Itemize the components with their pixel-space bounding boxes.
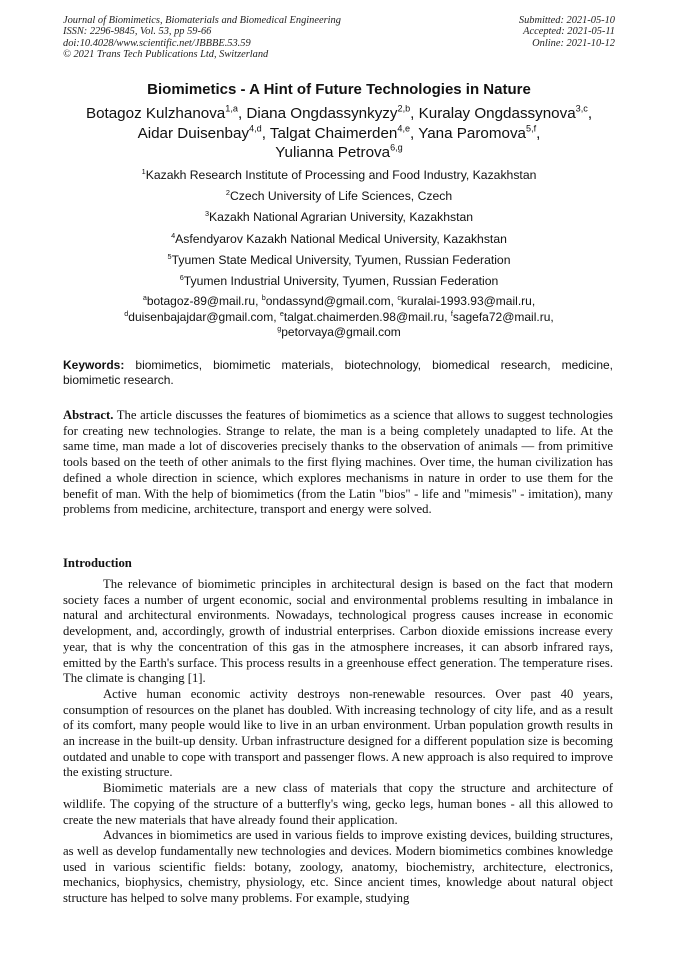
- copyright: © 2021 Trans Tech Publications Ltd, Switzerland: [63, 49, 269, 61]
- introduction-body: [63, 577, 613, 907]
- online-date: Online: 2021-10-12: [532, 37, 615, 49]
- abstract-text: The article discusses the features of biomimetics as a science that allows to suggest technologies for creating new technologies. Strange to relate, the man is a being completely unadapted to life. At the same time, man made a lot of discoveries precisely thanks to the observation of animals — from primitive tools based on the teeth of other animals to the first flying machines. Over time, the human civilization has defined a whole direction in science, which explores mechanisms in nature in order to use them for the benefit of man. With the help of biomimetics (from the Latin "bios" - life and "mimesis" - imitation), many problems from medicine, architecture, transport and energy were solved.: [63, 408, 613, 517]
- affiliation: $^3$Kazakh National Agrarian University, Kazakhstan: [204, 208, 474, 224]
- author: Talgat Chaimerden$^{4,e}$,: [269, 123, 419, 142]
- affiliation: $^6$Tyumen Industrial University, Tyumen, Russian Federation: [179, 272, 499, 288]
- doi-link[interactable]: doi:10.4028/www.scientific.net/JBBBE.53.59: [63, 37, 251, 49]
- abstract-label: Abstract.: [63, 408, 114, 422]
- email-list: [40, 294, 638, 341]
- affiliation: $^2$Czech University of Life Sciences, Czech: [225, 187, 453, 203]
- author: Aidar Duisenbay$^{4,d}$,: [137, 123, 270, 142]
- author: Yana Paromova$^{5,f}$,: [418, 123, 541, 142]
- issn: ISSN: 2296-9845, Vol. 53, pp 59-66: [63, 26, 212, 38]
- email-link[interactable]: $^a$botagoz-89@mail.ru,: [142, 292, 262, 308]
- paper-title: Biomimetics - A Hint of Future Technologies in Nature: [147, 81, 531, 98]
- paragraph: Biomimetic materials are a new class of materials that copy the structure and architecture of wildlife. The copying of the structure of a butterfly's wing, gecko legs, human bones - all this allowed to create the new materials that have already found their application.: [63, 781, 613, 827]
- journal-name: Journal of Biomimetics, Biomaterials and Biomedical Engineering: [63, 15, 341, 26]
- email-link[interactable]: $^f$sagefa72@mail.ru,: [450, 308, 554, 324]
- email-link[interactable]: $^g$petorvaya@gmail.com: [277, 323, 401, 339]
- email-link[interactable]: $^e$talgat.chaimerden.98@mail.ru,: [279, 308, 451, 324]
- email-link[interactable]: $^d$duisenbajajdar@gmail.com,: [124, 308, 280, 324]
- paragraph: Advances in biomimetics are used in various fields to improve existing devices, building structures, as well as develop fundamentally new technologies and devices. Modern biomimetics combines knowledge used in various scientific fields: botany, zoology, anatomy, biochemistry, architecture, electronics, mechanics, biophysics, chemistry, physiology, etc. Since ancient times, knowledge about natural object structure has helped to solve many problems. For example, studying: [63, 828, 613, 906]
- author: Diana Ongdassynkyzy$^{2,b}$,: [246, 103, 419, 122]
- author-list: [30, 104, 648, 163]
- author: Yulianna Petrova$^{6,g}$: [275, 142, 403, 161]
- affiliation: $^5$Tyumen State Medical University, Tyumen, Russian Federation: [167, 251, 511, 267]
- author: Botagoz Kulzhanova$^{1,a}$,: [85, 103, 247, 122]
- keywords-label: Keywords:: [63, 358, 125, 372]
- section-heading-introduction: Introduction: [63, 556, 132, 570]
- paragraph: Active human economic activity destroys non-renewable resources. Over past 40 years, consumption of resources on the planet has doubled. With increasing technology of city life, and as a result of its comfort, many people would like to live in an urban environment. Urban population growth results in an increase in the built-up density. Urban infrastructure designed for a different population size is becoming outdated and unable to cope with transport and passenger flows. A new approach is also required to improve the existing structure.: [63, 686, 613, 780]
- affiliation: $^4$Asfendyarov Kazakh National Medical University, Kazakhstan: [171, 230, 507, 246]
- submitted-date: Submitted: 2021-05-10: [518, 15, 615, 26]
- email-link[interactable]: $^c$kuralai-1993.93@mail.ru,: [397, 292, 536, 308]
- accepted-date: Accepted: 2021-05-11: [523, 26, 615, 38]
- author: Kuralay Ongdassynova$^{3,c}$,: [418, 103, 593, 122]
- affiliation: $^1$Kazakh Research Institute of Processing and Food Industry, Kazakhstan: [141, 166, 537, 182]
- journal-header: [63, 15, 341, 61]
- dates-header: [519, 15, 615, 49]
- keywords: [63, 358, 613, 387]
- abstract: [63, 408, 613, 518]
- email-link[interactable]: $^b$ondassynd@gmail.com,: [261, 292, 398, 308]
- keywords-text: biomimetics, biomimetic materials, biotechnology, biomedical research, medicine, biomimetic research.: [63, 358, 613, 387]
- paragraph: The relevance of biomimetic principles in architectural design is based on the fact that modern society faces a number of urgent economic, social and environmental problems resulting in imbalance in natural and architectural environments. Nowadays, technological progress causes increase in economic development, and, accordingly, growth of industrial enterprises. Carbon dioxide emissions increase every year, that is why the concentration of this gas in the atmosphere increases, it can absorb infrared rays, emitted by the Earth's surface. This process results in a greenhouse effect generation. The temperature rises. The climate is changing [1].: [63, 577, 613, 686]
